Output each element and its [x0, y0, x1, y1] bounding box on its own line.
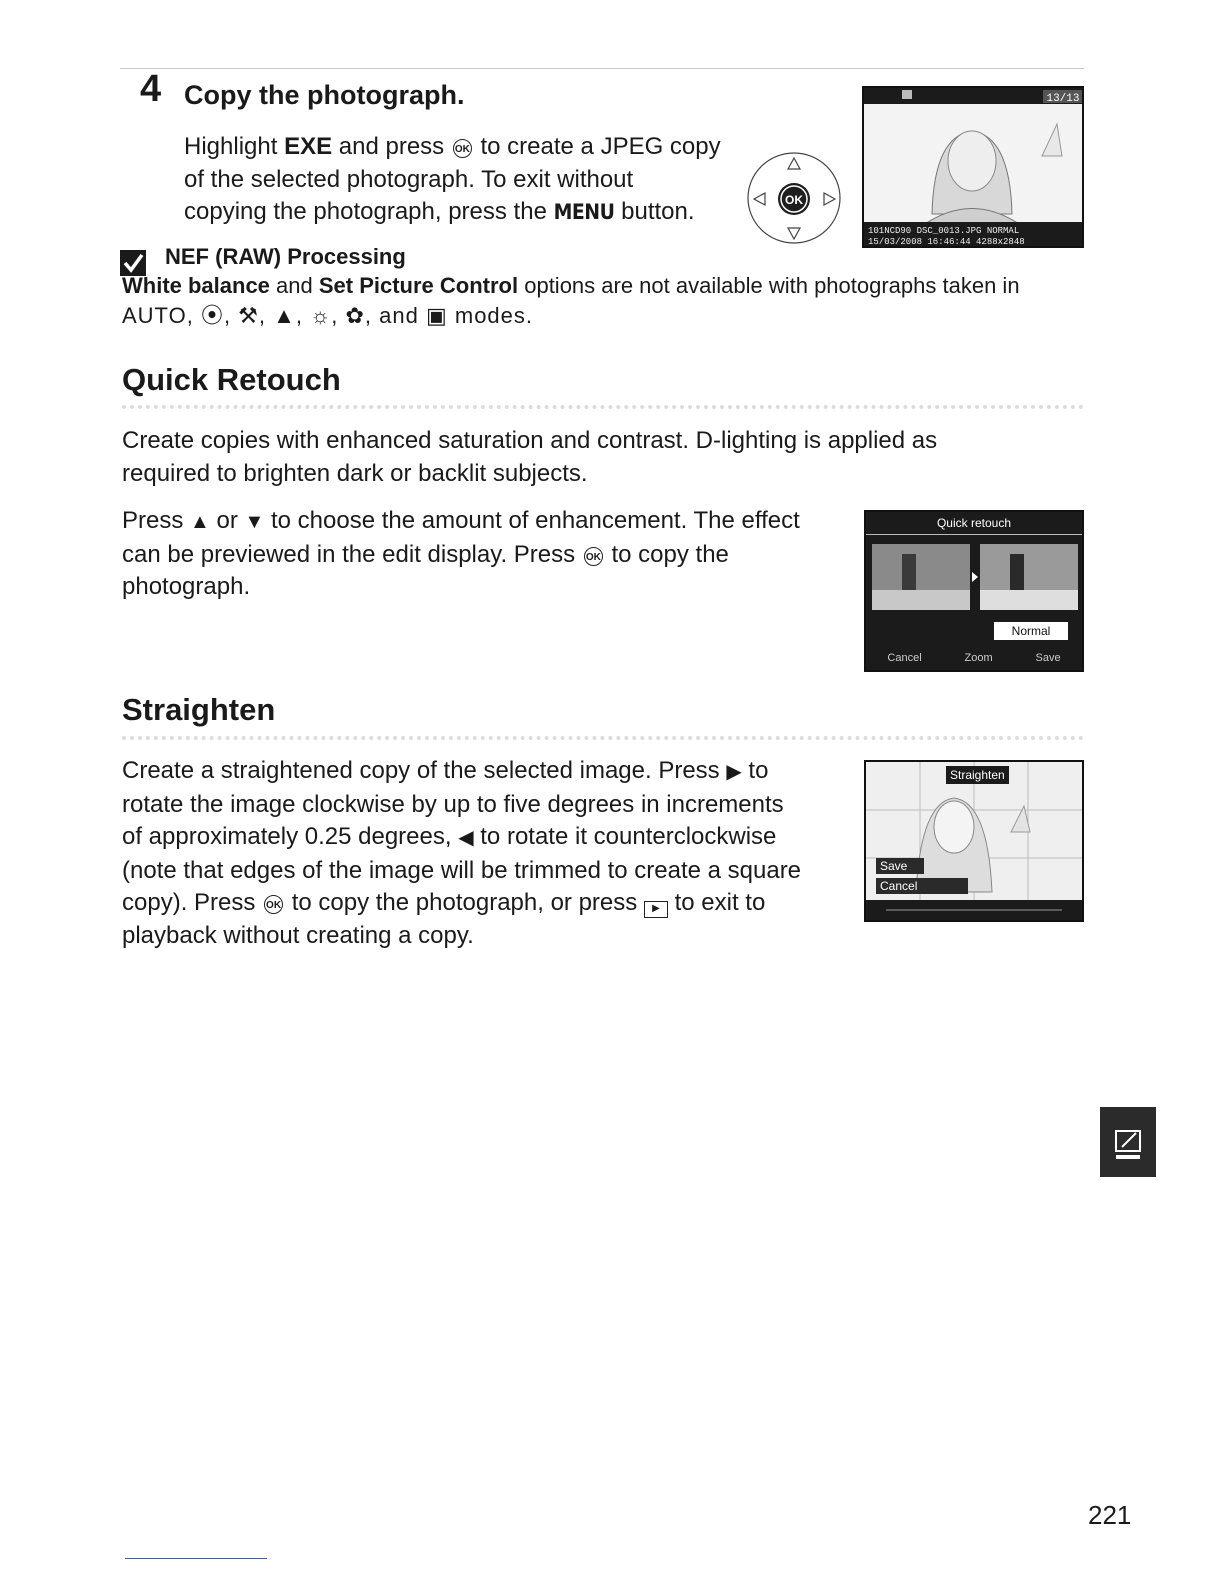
quick-retouch-heading: Quick Retouch: [122, 362, 341, 397]
footer-line: [125, 1558, 267, 1559]
up-arrow-icon: ▲: [190, 511, 210, 533]
retouch-menu-tab: [1100, 1107, 1156, 1177]
down-arrow-icon: ▼: [244, 511, 265, 533]
straighten-preview: [866, 762, 1082, 920]
note-title: NEF (RAW) Processing: [165, 244, 406, 269]
ok-button-icon: OK: [453, 139, 472, 158]
step-number: 4: [140, 68, 162, 110]
step-body: Highlight EXE and press OK to create a JPEG copy of the selected photograph. To exit without copying the photograph, press the MENU button.: [184, 133, 721, 225]
quick-retouch-rule: [122, 405, 1084, 409]
playback-button-icon: ▶: [644, 901, 668, 918]
quick-retouch-intro: Create copies with enhanced saturation and contrast. D-lighting is applied as required to brighten dark or backlit subjects.: [122, 427, 938, 487]
step-title: Copy the photograph.: [184, 80, 465, 110]
portrait-photo: [862, 86, 1084, 248]
straighten-body: Create a straightened copy of the selected image. Press ▶ to rotate the image clockwise by up to five degrees in increments of approximately 0.25 degrees, ◀ to rotate it counterclockwise (note that edges of the image will be trimmed to create a square copy). Press OK to copy the photograph, or press ▶ to exit to playback without creating a copy.: [122, 757, 802, 949]
quick-retouch-screen: [864, 510, 1084, 672]
retouch-preview-images: [872, 544, 1078, 624]
multi-selector-icon: [746, 150, 846, 244]
enhancement-level: Normal: [994, 622, 1068, 640]
top-rule: [120, 68, 1084, 69]
frame-counter: 13/13: [1046, 93, 1080, 105]
modes-line: AUTO, ⦿, ⚒, ▲, ☼, ✿, and ▣ modes.: [122, 303, 534, 328]
playback-screen: [862, 86, 1084, 248]
zoom-hint: Zoom: [964, 652, 993, 664]
straighten-screen-title: Straighten: [946, 766, 1009, 784]
straighten-rule: [122, 736, 1084, 740]
straighten-save-hint: Save: [876, 858, 924, 874]
save-hint: Save: [1035, 652, 1061, 664]
ok-label: OK: [785, 193, 803, 207]
left-arrow-icon: ◀: [458, 827, 474, 849]
quick-retouch-footer: [866, 652, 1082, 664]
straighten-screen: [864, 760, 1084, 922]
note-body: White balance and Set Picture Control options are not available with photographs taken in AUTO, ⦿, ⚒, ▲, ☼, ✿, and ▣ modes.: [122, 271, 1092, 331]
info-row-1: 101NCD90 DSC_0013.JPG NORMAL: [868, 226, 1020, 236]
quick-retouch-instructions: Press ▲ or ▼ to choose the amount of enhancement. The effect can be previewed in the edit display. Press OK to copy the photograph.: [122, 507, 800, 600]
right-arrow-icon: ▶: [726, 761, 742, 783]
straighten-cancel-hint: Cancel: [876, 878, 968, 894]
ok-button-icon: OK: [264, 895, 283, 914]
cancel-hint: Cancel: [887, 652, 922, 664]
retouch-icon: [1100, 1107, 1156, 1177]
info-row-2: 15/03/2008 16:46:44 4288x2848: [868, 237, 1025, 247]
page-number: 221: [1088, 1500, 1132, 1530]
ok-button-icon: OK: [584, 547, 603, 566]
quick-retouch-screen-title: Quick retouch: [866, 512, 1082, 535]
straighten-heading: Straighten: [122, 692, 276, 727]
